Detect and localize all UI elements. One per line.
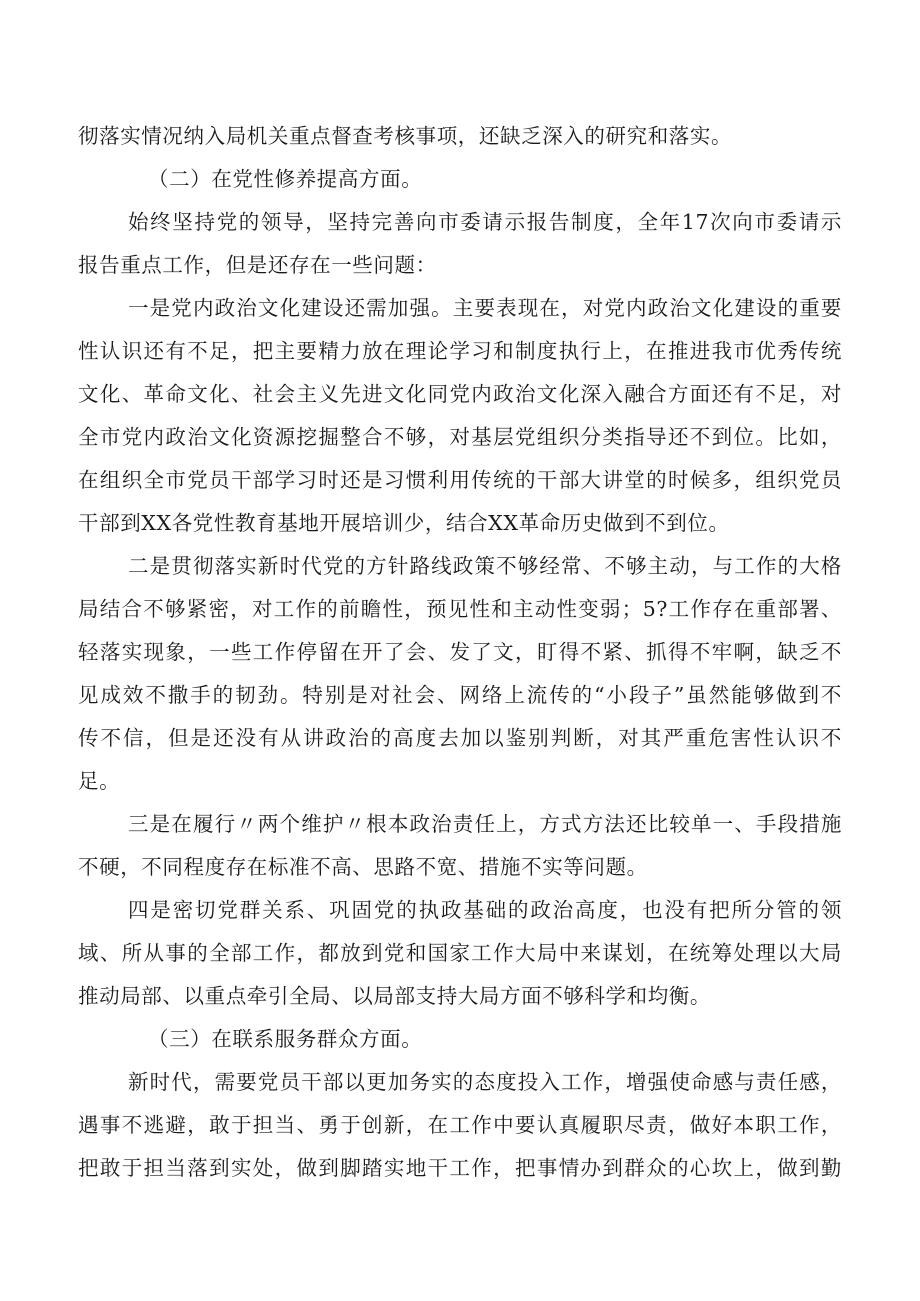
paragraph-line: 在组织全市党员干部学习时还是习惯利用传统的干部大讲堂的时候多，组织党员: [78, 468, 842, 492]
paragraph-line: 二是贯彻落实新时代党的方针路线政策不够经常、不够主动，与工作的大格: [128, 554, 842, 578]
paragraph-line: 性认识还有不足，把主要精力放在理论学习和制度执行上，在推进我市优秀传统: [78, 339, 842, 363]
section-heading: （二）在党性修养提高方面。: [148, 167, 423, 191]
paragraph-line: 推动局部、以重点牵引全局、以局部支持大局方面不够科学和均衡。: [78, 984, 711, 1008]
paragraph-line: 把敢于担当落到实处，做到脚踏实地干工作，把事情办到群众的心坎上，做到勤: [78, 1156, 842, 1180]
paragraph-line: 始终坚持党的领导，坚持完善向市委请示报告制度，全年17次向市委请示: [128, 210, 842, 234]
paragraph-line: 彻落实情况纳入局机关重点督查考核事项，还缺乏深入的研究和落实。: [78, 124, 733, 148]
paragraph-line: 不硬，不同程度存在标准不高、思路不宽、措施不实等问题。: [78, 855, 648, 879]
section-heading: （三）在联系服务群众方面。: [148, 1027, 423, 1051]
paragraph-line: 一是党内政治文化建设还需加强。主要表现在，对党内政治文化建设的重要: [128, 296, 842, 320]
paragraph-line: 足。: [78, 769, 121, 793]
paragraph-line: 干部到XX各党性教育基地开展培训少，结合XX革命历史做到不到位。: [78, 511, 730, 535]
paragraph-line: 见成效不撒手的韧劲。特别是对社会、网络上流传的“小段子”虽然能够做到不: [78, 683, 842, 707]
paragraph-line: 全市党内政治文化资源挖掘整合不够，对基层党组织分类指导还不到位。比如，: [78, 425, 842, 449]
paragraph-line: 文化、革命文化、社会主义先进文化同党内政治文化深入融合方面还有不足，对: [78, 382, 842, 406]
paragraph-line: 域、所从事的全部工作，都放到党和国家工作大局中来谋划，在统筹处理以大局: [78, 941, 842, 965]
paragraph-line: 新时代，需要党员干部以更加务实的态度投入工作，增强使命感与责任感，: [128, 1070, 842, 1094]
paragraph-line: 轻落实现象，一些工作停留在开了会、发了文，盯得不紧、抓得不牢啊，缺乏不: [78, 640, 842, 664]
paragraph-line: 局结合不够紧密，对工作的前瞻性，预见性和主动性变弱；5?工作存在重部署、: [78, 597, 842, 621]
paragraph-line: 报告重点工作，但是还存在一些问题：: [78, 253, 437, 277]
paragraph-line: 三是在履行〃两个维护〃根本政治责任上，方式方法还比较单一、手段措施: [128, 812, 842, 836]
paragraph-line: 传不信，但是还没有从讲政治的高度去加以鉴别判断，对其严重危害性认识不: [78, 726, 842, 750]
paragraph-line: 四是密切党群关系、巩固党的执政基础的政治高度，也没有把所分管的领: [128, 898, 842, 922]
paragraph-line: 遇事不逃避，敢于担当、勇于创新，在工作中要认真履职尽责，做好本职工作，: [78, 1113, 842, 1137]
